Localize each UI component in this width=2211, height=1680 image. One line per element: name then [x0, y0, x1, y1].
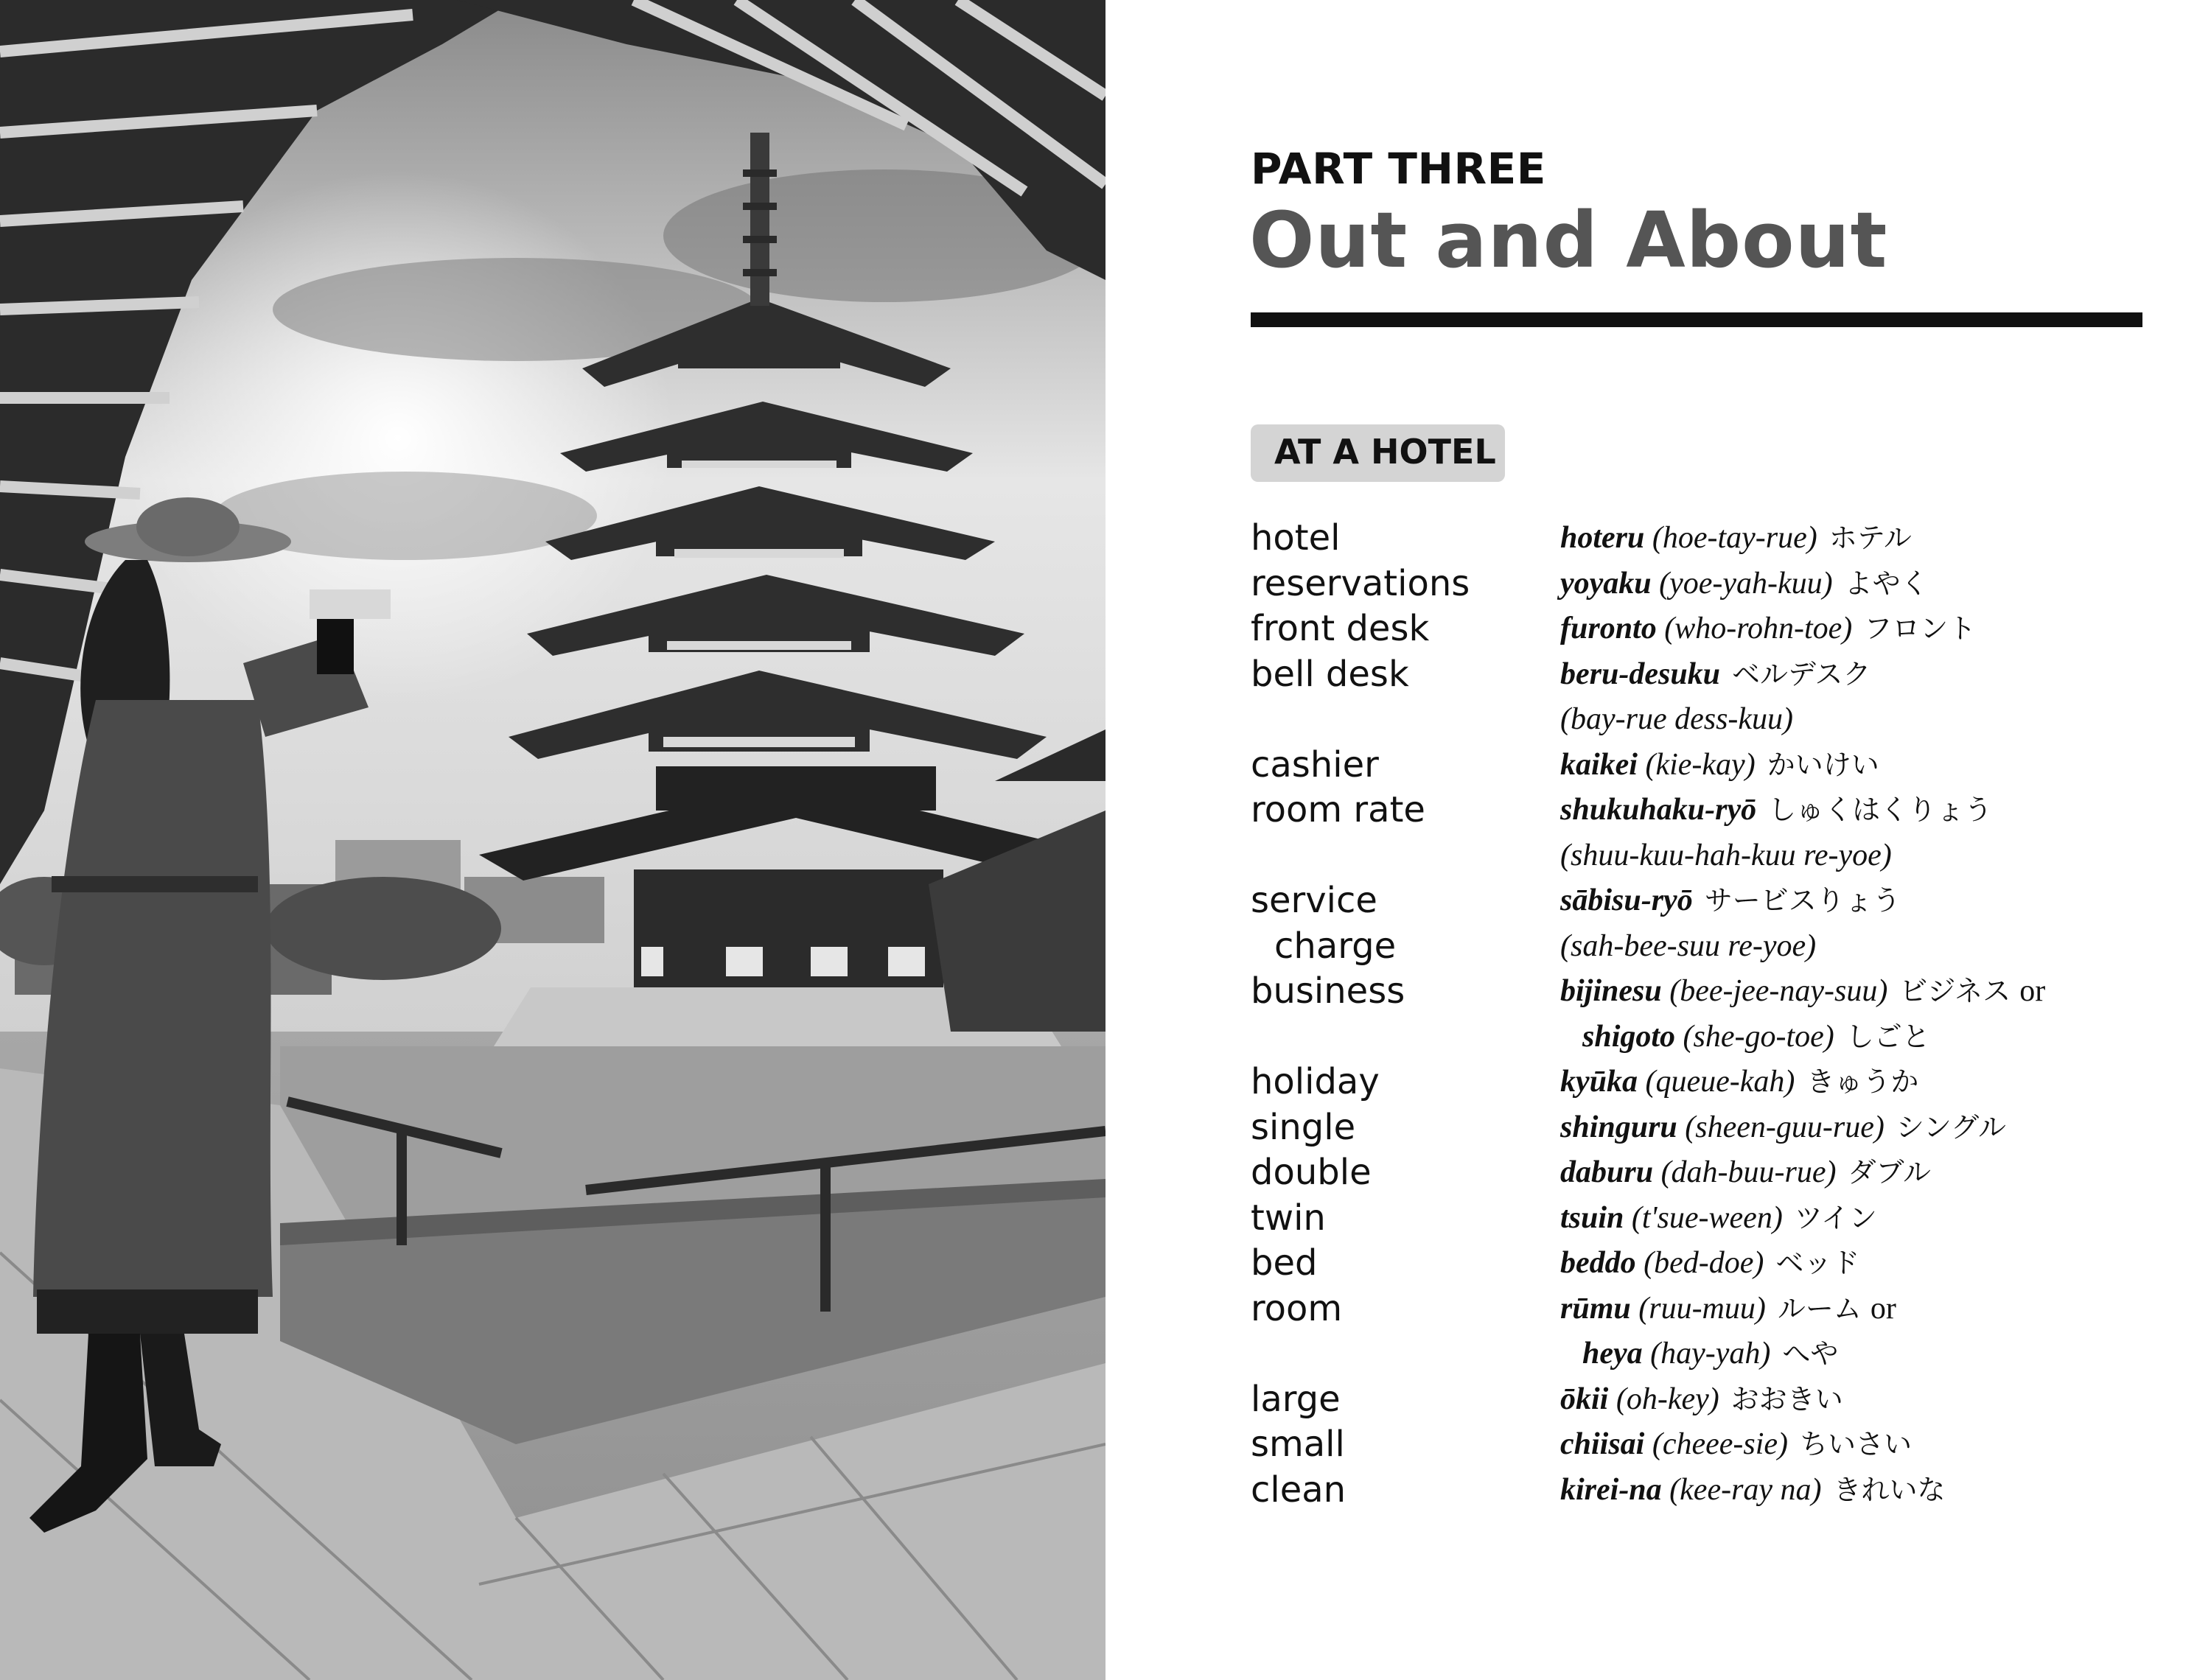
phrasebook-page [1106, 0, 2211, 1680]
list-item [1251, 652, 2157, 698]
english-term: small [1251, 1424, 1345, 1465]
list-item [1251, 561, 2157, 607]
list-item [1251, 1060, 2157, 1105]
english-term: cashier [1251, 743, 1379, 785]
english-term: reservations [1251, 562, 1470, 604]
english-term: room rate [1251, 789, 1425, 830]
japanese-term: shinguru (sheen-guu-rue) シングル [1560, 1110, 2007, 1144]
japanese-term: beddo (bed-doe) ベッド [1560, 1246, 1860, 1280]
japanese-term: chiisai (cheee-sie) ちいさい [1560, 1427, 1913, 1461]
list-item-continuation [1251, 924, 2157, 970]
japanese-term: kyūka (queue-kah) きゅうか [1560, 1065, 1919, 1099]
vocabulary-list [1251, 516, 2157, 1513]
english-term: business [1251, 970, 1405, 1012]
japanese-term: yoyaku (yoe-yah-kuu) よやく [1560, 566, 1929, 601]
japanese-term: rūmu (ruu-muu) ルーム or [1560, 1291, 1896, 1326]
part-label: PART THREE [1251, 144, 1546, 194]
japanese-term: hoteru (hoe-tay-rue) ホテル [1560, 521, 1912, 555]
list-item [1251, 1150, 2157, 1196]
english-term: service [1251, 880, 1377, 921]
japanese-term: beru-desuku ベルデスク [1560, 657, 1871, 691]
pronunciation: (bay-rue dess-kuu) [1560, 702, 1794, 736]
list-item [1251, 743, 2157, 788]
japanese-alternative: heya (hay-yah) へや [1582, 1337, 1839, 1371]
japanese-term: daburu (dah-buu-rue) ダブル [1560, 1155, 1931, 1189]
list-item [1251, 969, 2157, 1015]
list-item [1251, 1377, 2157, 1423]
japanese-term: sābisu-ryō サービスりょう [1560, 883, 1901, 917]
japanese-term: kirei-na (kee-ray na) きれいな [1560, 1472, 1946, 1507]
list-item-continuation [1251, 1331, 2157, 1377]
english-term: holiday [1251, 1061, 1380, 1102]
section-label: AT A HOTEL [1274, 432, 1496, 472]
english-term: twin [1251, 1197, 1326, 1239]
english-term: single [1251, 1106, 1356, 1148]
list-item-continuation [1251, 833, 2157, 879]
list-item [1251, 1422, 2157, 1468]
title-rule [1251, 312, 2142, 327]
list-item-continuation [1251, 697, 2157, 743]
chapter-title: Out and About [1249, 195, 1888, 285]
english-term: clean [1251, 1469, 1346, 1511]
pronunciation: (shuu-kuu-hah-kuu re-yoe) [1560, 838, 1892, 872]
english-term: hotel [1251, 517, 1341, 559]
list-item [1251, 788, 2157, 833]
japanese-term: shukuhaku-ryō しゅくはくりょう [1560, 793, 1993, 827]
english-term: room [1251, 1287, 1343, 1329]
pronunciation: (sah-bee-suu re-yoe) [1560, 928, 1817, 963]
english-term: double [1251, 1152, 1372, 1193]
japanese-alternative: shigoto (she-go-toe) しごと [1582, 1019, 1930, 1054]
list-item [1251, 1105, 2157, 1151]
list-item [1251, 1468, 2157, 1513]
list-item [1251, 1196, 2157, 1242]
english-term-continued: charge [1274, 925, 1397, 967]
list-item [1251, 606, 2157, 652]
list-item [1251, 1241, 2157, 1287]
list-item-continuation [1251, 1015, 2157, 1060]
japanese-term: bijinesu (bee-jee-nay-suu) ビジネス or [1560, 974, 2046, 1008]
japanese-term: tsuin (t'sue-ween) ツイン [1560, 1200, 1877, 1235]
section-tab [1251, 424, 1505, 482]
japanese-term: furonto (who-rohn-toe) フロント [1560, 612, 1977, 645]
english-term: large [1251, 1378, 1341, 1420]
english-term: bell desk [1251, 653, 1409, 695]
list-item [1251, 1287, 2157, 1332]
japanese-term: kaikei (kie-kay) かいけい [1560, 747, 1879, 782]
japanese-term: ōkii (oh-key) おおきい [1560, 1382, 1843, 1416]
list-item [1251, 878, 2157, 924]
english-term: bed [1251, 1242, 1318, 1284]
english-term: front desk [1251, 608, 1430, 649]
list-item [1251, 516, 2157, 561]
